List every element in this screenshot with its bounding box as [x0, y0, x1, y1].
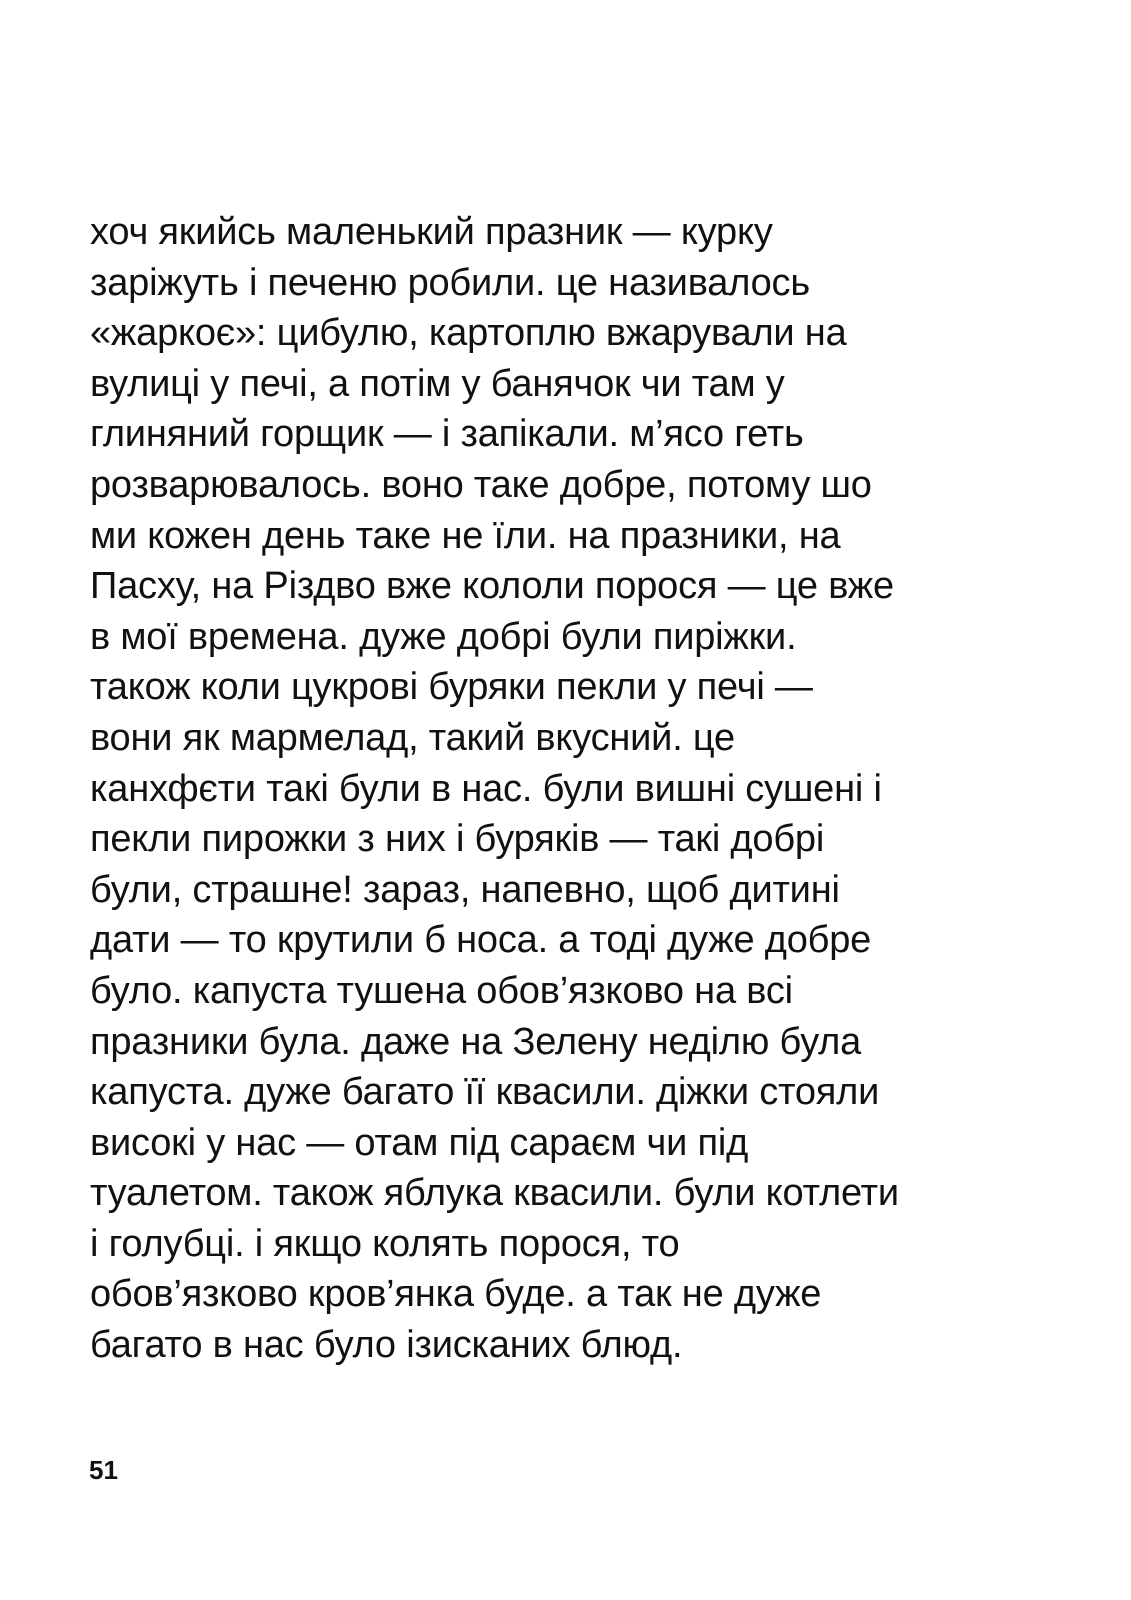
- text-line: туалетом. також яблука квасили. були котлети: [90, 1172, 899, 1215]
- text-line: заріжуть і печеню робили. це називалось: [90, 261, 810, 304]
- page-number: 51: [89, 1455, 118, 1485]
- text-line: в мої времена. дуже добрі були пиріжки.: [90, 615, 797, 658]
- text-line: капуста. дуже багато її квасили. діжки стояли: [90, 1071, 880, 1114]
- text-line: дати — то крутили б носа. а тоді дуже добре: [90, 919, 872, 962]
- text-line: «жаркоє»: цибулю, картоплю вжарували на: [90, 312, 847, 355]
- text-line: празники була. даже на Зелену неділю була: [90, 1020, 862, 1063]
- text-line: обов’язково кров’янка буде. а так не дуже: [90, 1273, 822, 1316]
- text-line: багато в нас було ізисканих блюд.: [90, 1324, 683, 1367]
- text-line: вулиці у печі, а потім у банячок чи там у: [90, 362, 785, 405]
- text-line: розварювалось. воно таке добре, потому шо: [90, 463, 872, 506]
- text-line: Пасху, на Різдво вже кололи порося — це вже: [90, 565, 894, 608]
- text-line: були, страшне! зараз, напевно, щоб дитині: [90, 868, 840, 911]
- text-line: вони як мармелад, такий вкусний. це: [90, 716, 735, 759]
- text-line: глиняний горщик — і запікали. м’ясо геть: [90, 413, 804, 456]
- text-line: ми кожен день таке не їли. на празники, на: [90, 514, 841, 557]
- text-line: канхфєти такі були в нас. були вишні сушені і: [90, 767, 882, 810]
- text-line: також коли цукрові буряки пекли у печі —: [90, 666, 813, 709]
- text-line: пекли пирожки з них і буряків — такі добрі: [90, 818, 825, 861]
- text-line: було. капуста тушена обов’язково на всі: [90, 969, 793, 1012]
- text-line: хоч якийсь маленький празник — курку: [90, 211, 773, 253]
- text-line: високі у нас — отам під сараєм чи під: [90, 1121, 749, 1164]
- text-line: і голубці. і якщо колять порося, то: [90, 1222, 680, 1265]
- body-paragraph: [90, 207, 1090, 1371]
